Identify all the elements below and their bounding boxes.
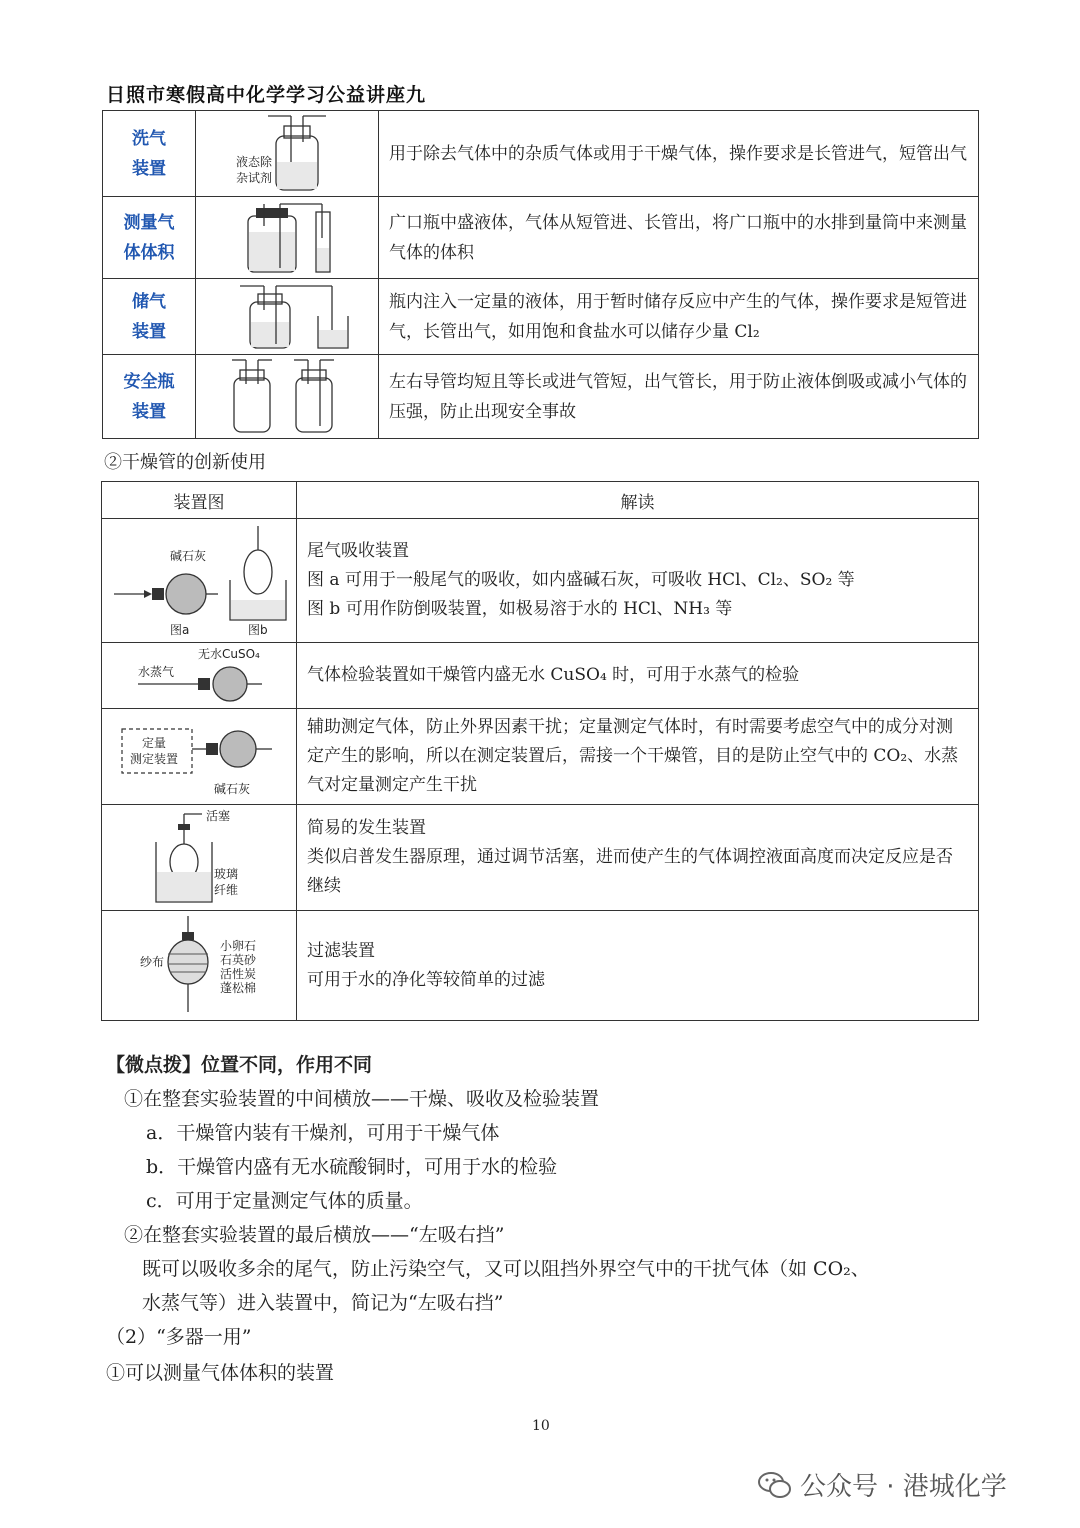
- tail-gas-absorption-diagram: [102, 519, 297, 643]
- tips-heading: 【微点拨】位置不同，作用不同: [106, 1054, 373, 1076]
- gas-washing-diagram: [196, 111, 379, 197]
- svg-text:碱石灰: 碱石灰: [214, 781, 251, 796]
- column-header: 装置图: [102, 482, 297, 519]
- watermark: [758, 1466, 1007, 1503]
- vapor-detection-diagram: [102, 643, 297, 709]
- tips-point-2: ②在整套实验装置的最后横放——“左吸右挡”: [124, 1224, 505, 1246]
- column-header: 解读: [297, 482, 979, 519]
- row-description: 简易的发生装置 类似启普发生器原理，通过调节活塞，进而使产生的气体调控液面高度而决定反应是否继续: [297, 805, 979, 911]
- svg-text:杂试剂: 杂试剂: [236, 170, 273, 185]
- svg-text:活性炭: 活性炭: [220, 966, 257, 981]
- tips-point-1: ①在整套实验装置的中间横放——干燥、吸收及检验装置: [124, 1088, 600, 1110]
- svg-text:测定装置: 测定装置: [130, 751, 179, 766]
- tips-paragraph: 既可以吸收多余的尾气，防止污染空气，又可以阻挡外界空气中的干扰气体（如 CO₂、: [142, 1258, 870, 1280]
- tips-item-a: a．干燥管内装有干燥剂，可用于干燥气体: [146, 1122, 500, 1144]
- page-header: 日照市寒假高中化学学习公益讲座九: [106, 84, 427, 106]
- page-number: 10: [532, 1418, 550, 1434]
- simple-generator-diagram: [102, 805, 297, 911]
- table-row: [102, 805, 979, 911]
- table-row: [103, 279, 979, 355]
- row-label: 洗气 装置: [103, 111, 196, 197]
- table-row: [103, 197, 979, 279]
- svg-text:无水CuSO₄: 无水CuSO₄: [198, 646, 260, 661]
- svg-text:水蒸气: 水蒸气: [138, 664, 175, 679]
- svg-text:液态除: 液态除: [236, 154, 273, 169]
- row-label: 安全瓶 装置: [103, 355, 196, 439]
- row-description: 气体检验装置如干燥管内盛无水 CuSO₄ 时，可用于水蒸气的检验: [297, 643, 979, 709]
- table-row: [103, 355, 979, 439]
- svg-text:图a: 图a: [170, 622, 190, 637]
- svg-text:蓬松棉: 蓬松棉: [220, 980, 257, 995]
- gas-storage-diagram: [196, 279, 379, 355]
- watermark-text: 公众号 · 港城化学: [800, 1472, 1007, 1502]
- svg-text:图b: 图b: [248, 622, 268, 637]
- svg-text:定量: 定量: [142, 735, 167, 750]
- table-row: [102, 911, 979, 1021]
- svg-text:石英砂: 石英砂: [220, 952, 257, 967]
- gas-volume-diagram: [196, 197, 379, 279]
- tips-item-b: b．干燥管内盛有无水硫酸铜时，可用于水的检验: [146, 1156, 558, 1178]
- row-label: 测量气 体体积: [103, 197, 196, 279]
- row-description: 左右导管均短且等长或进气管短，出气管长，用于防止液体倒吸或减小气体的压强，防止出现安全事故: [379, 355, 979, 439]
- table-row: [102, 709, 979, 805]
- tips-item-c: c．可用于定量测定气体的质量。: [146, 1190, 423, 1212]
- safety-bottle-diagram: [196, 355, 379, 439]
- filter-device-diagram: [102, 911, 297, 1021]
- svg-text:小卵石: 小卵石: [220, 938, 257, 953]
- tips-paragraph: 水蒸气等）进入装置中，简记为“左吸右挡”: [142, 1292, 504, 1314]
- row-description: 尾气吸收装置 图 a 可用于一般尾气的吸收，如内盛碱石灰，可吸收 HCl、Cl₂、SO₂ 等 图 b 可用作防倒吸装置，如极易溶于水的 HCl、NH₃ 等: [297, 519, 979, 643]
- row-description: 广口瓶中盛液体，气体从短管进、长管出，将广口瓶中的水排到量筒中来测量气体的体积: [379, 197, 979, 279]
- svg-text:纱布: 纱布: [140, 954, 165, 969]
- row-description: 瓶内注入一定量的液体，用于暂时储存反应中产生的气体，操作要求是短管进气，长管出气，如用饱和食盐水可以储存少量 Cl₂: [379, 279, 979, 355]
- table-row: [102, 643, 979, 709]
- section-heading: （2）“多器一用”: [106, 1326, 252, 1348]
- section-heading: ①可以测量气体体积的装置: [106, 1362, 335, 1384]
- svg-text:纤维: 纤维: [214, 882, 239, 897]
- svg-text:碱石灰: 碱石灰: [170, 548, 207, 563]
- row-label: 储气 装置: [103, 279, 196, 355]
- row-description: 辅助测定气体，防止外界因素干扰；定量测定气体时，有时需要考虑空气中的成分对测定产生的影响，所以在测定装置后，需接一个干燥管，目的是防止空气中的 CO₂、水蒸气对定量测定产生干扰: [297, 709, 979, 805]
- gas-bottle-table: [102, 110, 979, 439]
- table-row: [102, 519, 979, 643]
- drying-tube-table: [101, 481, 979, 1021]
- quantitative-protection-diagram: [102, 709, 297, 805]
- wechat-icon: [758, 1471, 792, 1499]
- table-row: [103, 111, 979, 197]
- row-description: 用于除去气体中的杂质气体或用于干燥气体，操作要求是长管进气，短管出气: [379, 111, 979, 197]
- table-header-row: [102, 482, 979, 519]
- row-description: 过滤装置 可用于水的净化等较简单的过滤: [297, 911, 979, 1021]
- section-title: ②干燥管的创新使用: [104, 452, 266, 473]
- svg-text:玻璃: 玻璃: [214, 866, 239, 881]
- svg-text:活塞: 活塞: [206, 808, 231, 823]
